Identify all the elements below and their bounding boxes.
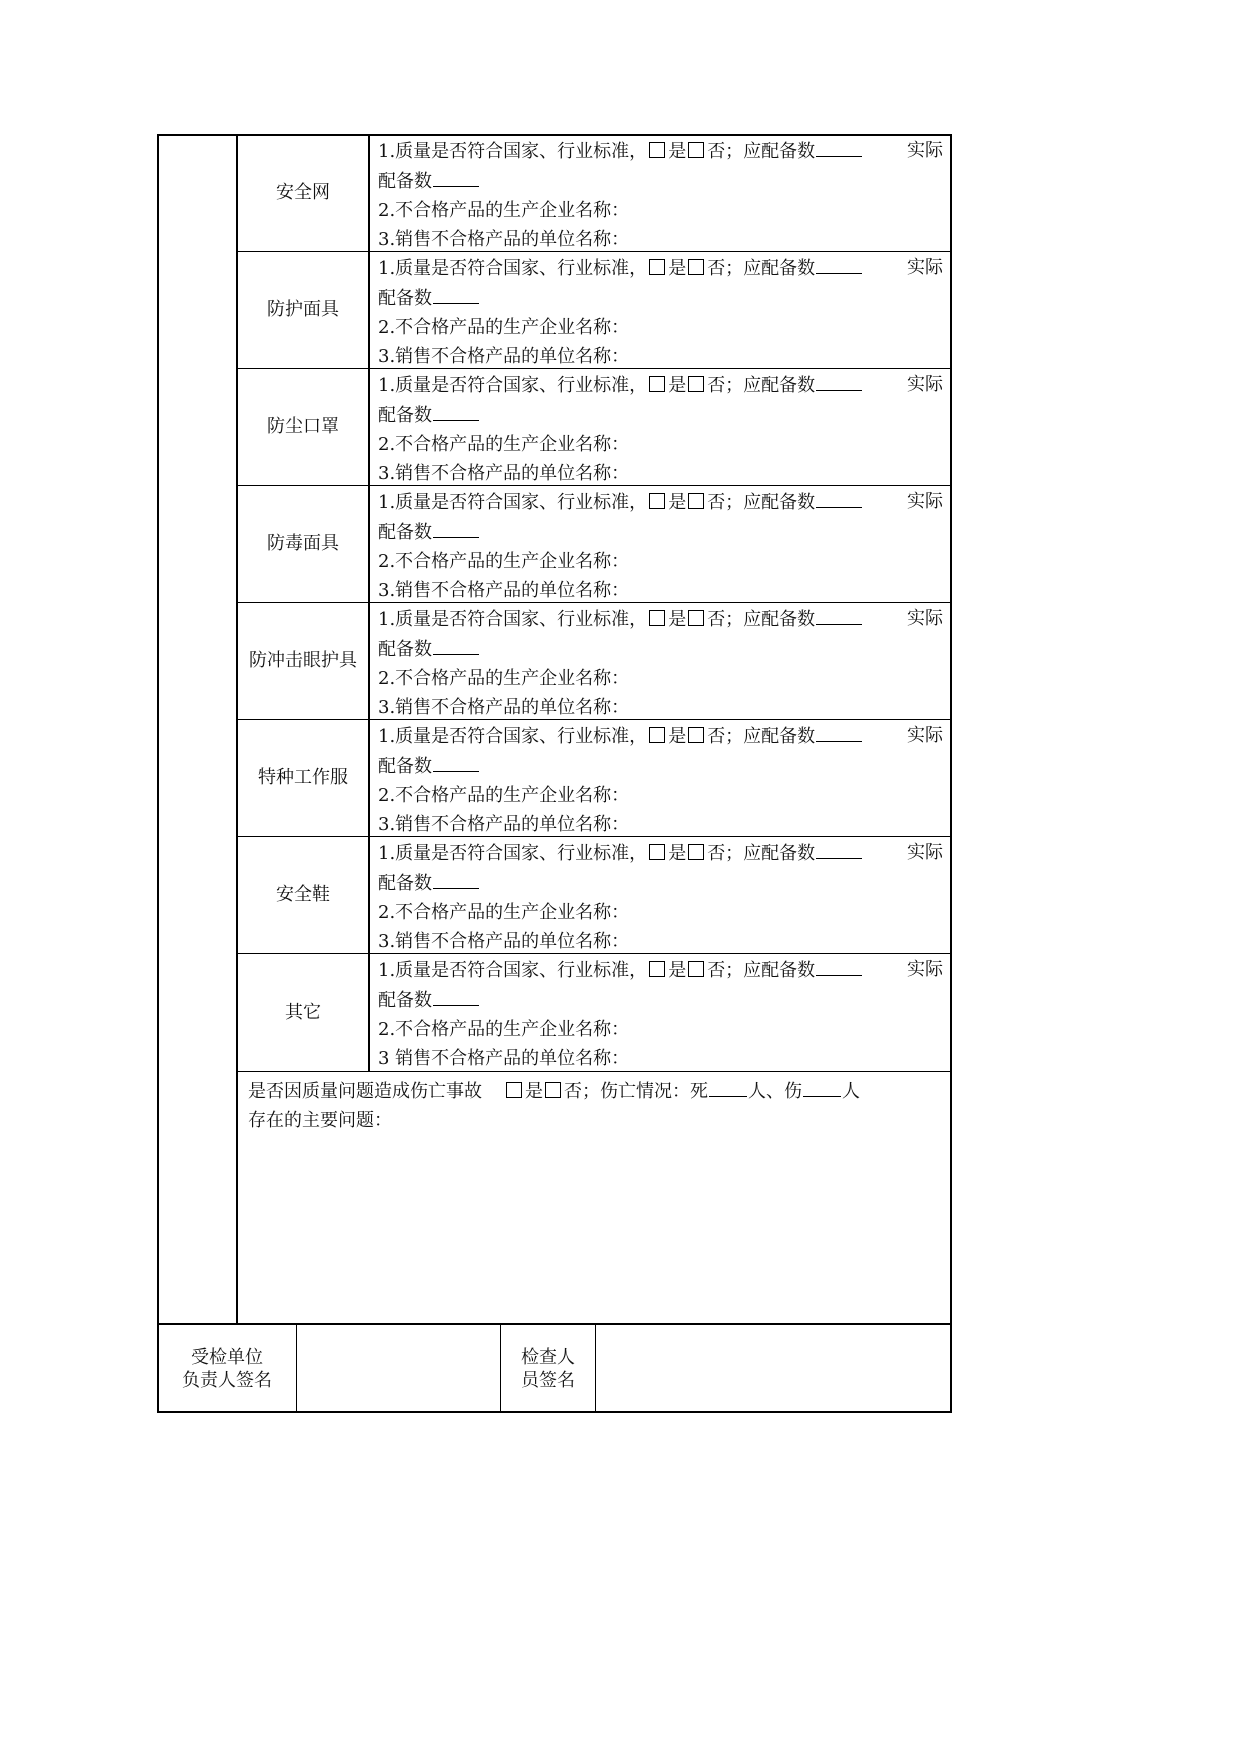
actual-count-field[interactable] [433,985,479,1006]
no-and-required-count-label: 否；应配备数 [707,960,816,981]
accident-question-line [248,1076,948,1106]
standard-question: 1.质量是否符合国家、行业标准， [378,492,648,513]
accident-yes-label: 是 [525,1081,543,1102]
item-name-text: 防冲击眼护具 [249,650,357,671]
actual-count-label: 配备数 [378,756,432,777]
actual-label: 实际 [907,959,943,980]
standard-check-line [378,604,943,634]
no-and-required-count-label: 否；应配备数 [707,141,816,162]
manufacturer-line: 2.不合格产品的生产企业名称： [378,551,630,572]
yes-label: 是 [668,726,687,747]
standard-question: 1.质量是否符合国家、行业标准， [378,258,648,279]
item-details [378,955,943,1073]
actual-count-line [378,751,943,781]
required-count-field[interactable] [816,955,862,976]
required-count-field[interactable] [816,487,862,508]
yes-checkbox[interactable] [649,727,665,743]
yes-label: 是 [668,492,687,513]
manufacturer-line: 2.不合格产品的生产企业名称： [378,317,630,338]
standard-check-line [378,721,943,751]
item-details [378,721,943,839]
seller-line: 3.销售不合格产品的单位名称： [378,931,630,952]
seller-line: 3.销售不合格产品的单位名称： [378,580,630,601]
no-checkbox[interactable] [688,493,704,509]
standard-check-line [378,253,943,283]
manufacturer-line: 2.不合格产品的生产企业名称： [378,668,630,689]
no-checkbox[interactable] [688,610,704,626]
actual-count-line [378,517,943,547]
standard-question: 1.质量是否符合国家、行业标准， [378,609,648,630]
table-bottom-border [157,1411,952,1413]
no-checkbox[interactable] [688,844,704,860]
manufacturer-line: 2.不合格产品的生产企业名称： [378,1019,630,1040]
casualty-status-label: 否；伤亡情况：死 [564,1081,708,1102]
standard-question: 1.质量是否符合国家、行业标准， [378,141,648,162]
actual-count-line [378,166,943,196]
actual-count-label: 配备数 [378,873,432,894]
accident-yes-checkbox[interactable] [506,1082,522,1098]
injured-count-field[interactable] [803,1076,841,1097]
actual-label: 实际 [907,374,943,395]
no-and-required-count-label: 否；应配备数 [707,726,816,747]
item-name [238,719,368,836]
no-checkbox[interactable] [688,961,704,977]
standard-question: 1.质量是否符合国家、行业标准， [378,960,648,981]
inspected-unit-signature-field[interactable] [298,1325,499,1411]
manufacturer-line: 2.不合格产品的生产企业名称： [378,434,630,455]
manufacturer-line: 2.不合格产品的生产企业名称： [378,200,630,221]
main-issues-label: 存在的主要问题： [248,1110,392,1131]
actual-count-line [378,868,943,898]
yes-checkbox[interactable] [649,844,665,860]
actual-count-line [378,634,943,664]
standard-check-line [378,487,943,517]
no-checkbox[interactable] [688,376,704,392]
no-checkbox[interactable] [688,142,704,158]
standard-question: 1.质量是否符合国家、行业标准， [378,843,648,864]
item-details [378,604,943,722]
no-and-required-count-label: 否；应配备数 [707,843,816,864]
yes-checkbox[interactable] [649,376,665,392]
item-name [238,602,368,719]
standard-check-line [378,136,943,166]
actual-label: 实际 [907,725,943,746]
item-name-text: 其它 [285,1001,321,1023]
seller-line: 3.销售不合格产品的单位名称： [378,697,630,718]
standard-question: 1.质量是否符合国家、行业标准， [378,726,648,747]
item-details [378,487,943,605]
item-details [378,253,943,371]
yes-checkbox[interactable] [649,142,665,158]
no-and-required-count-label: 否；应配备数 [707,258,816,279]
yes-checkbox[interactable] [649,610,665,626]
required-count-field[interactable] [816,721,862,742]
yes-checkbox[interactable] [649,961,665,977]
yes-label: 是 [668,258,687,279]
item-name [238,134,368,251]
required-count-field[interactable] [816,136,862,157]
yes-checkbox[interactable] [649,259,665,275]
yes-label: 是 [668,843,687,864]
actual-count-label: 配备数 [378,990,432,1011]
yes-label: 是 [668,141,687,162]
inspector-signature-label [501,1346,595,1392]
inspected-unit-label-line2: 负责人签名 [182,1370,272,1391]
inspected-unit-label-line1: 受检单位 [191,1347,263,1368]
actual-count-label: 配备数 [378,405,432,426]
actual-count-field[interactable] [433,166,479,187]
actual-count-field[interactable] [433,751,479,772]
inspector-label-line1: 检查人 [521,1347,575,1368]
standard-check-line [378,955,943,985]
inspector-signature-field[interactable] [597,1325,949,1411]
actual-count-label: 配备数 [378,171,432,192]
seller-line: 3 销售不合格产品的单位名称： [378,1048,630,1069]
actual-label: 实际 [907,491,943,512]
required-count-field[interactable] [816,604,862,625]
actual-count-label: 配备数 [378,639,432,660]
seller-line: 3.销售不合格产品的单位名称： [378,814,630,835]
actual-count-field[interactable] [433,868,479,889]
item-name [238,485,368,602]
item-details [378,838,943,956]
item-name [238,368,368,485]
no-and-required-count-label: 否；应配备数 [707,375,816,396]
item-name-text: 安全网 [276,182,330,203]
required-count-field[interactable] [816,253,862,274]
required-count-field[interactable] [816,370,862,391]
standard-check-line [378,370,943,400]
main-issues-field[interactable] [246,1136,942,1316]
actual-count-line [378,283,943,313]
required-count-field[interactable] [816,838,862,859]
no-and-required-count-label: 否；应配备数 [707,609,816,630]
item-name-text: 安全鞋 [276,884,330,905]
table-left-border [157,134,159,1413]
no-checkbox[interactable] [688,727,704,743]
seller-line: 3.销售不合格产品的单位名称： [378,346,630,367]
seller-line: 3.销售不合格产品的单位名称： [378,463,630,484]
dead-count-field[interactable] [709,1076,747,1097]
yes-label: 是 [668,960,687,981]
manufacturer-line: 2.不合格产品的生产企业名称： [378,785,630,806]
actual-label: 实际 [907,140,943,161]
actual-count-label: 配备数 [378,288,432,309]
injured-suffix-label: 人 [842,1081,860,1102]
actual-count-line [378,985,943,1015]
accident-section [248,1076,948,1135]
accident-question: 是否因质量问题造成伤亡事故 [248,1081,482,1102]
inspector-label-line2: 员签名 [521,1370,575,1391]
item-name-text: 防护面具 [267,299,339,320]
dead-suffix-label: 人、伤 [748,1081,802,1102]
item-name [238,953,368,1071]
actual-count-field[interactable] [433,283,479,304]
actual-label: 实际 [907,608,943,629]
yes-checkbox[interactable] [649,493,665,509]
actual-count-field[interactable] [433,517,479,538]
standard-question: 1.质量是否符合国家、行业标准， [378,375,648,396]
item-name-text: 防尘口罩 [267,416,339,437]
actual-count-label: 配备数 [378,522,432,543]
inspected-unit-signature-label [158,1346,296,1392]
item-name [238,251,368,368]
item-details [378,136,943,254]
table-right-border [950,134,952,1413]
no-checkbox[interactable] [688,259,704,275]
yes-label: 是 [668,609,687,630]
accident-no-checkbox[interactable] [545,1082,561,1098]
item-name [238,836,368,953]
actual-count-field[interactable] [433,400,479,421]
actual-count-line [378,400,943,430]
item-name-text: 特种工作服 [258,767,348,788]
manufacturer-line: 2.不合格产品的生产企业名称： [378,902,630,923]
actual-count-field[interactable] [433,634,479,655]
seller-line: 3.销售不合格产品的单位名称： [378,229,630,250]
actual-label: 实际 [907,842,943,863]
item-name-text: 防毒面具 [267,533,339,554]
standard-check-line [378,838,943,868]
yes-label: 是 [668,375,687,396]
no-and-required-count-label: 否；应配备数 [707,492,816,513]
actual-label: 实际 [907,257,943,278]
item-details [378,370,943,488]
